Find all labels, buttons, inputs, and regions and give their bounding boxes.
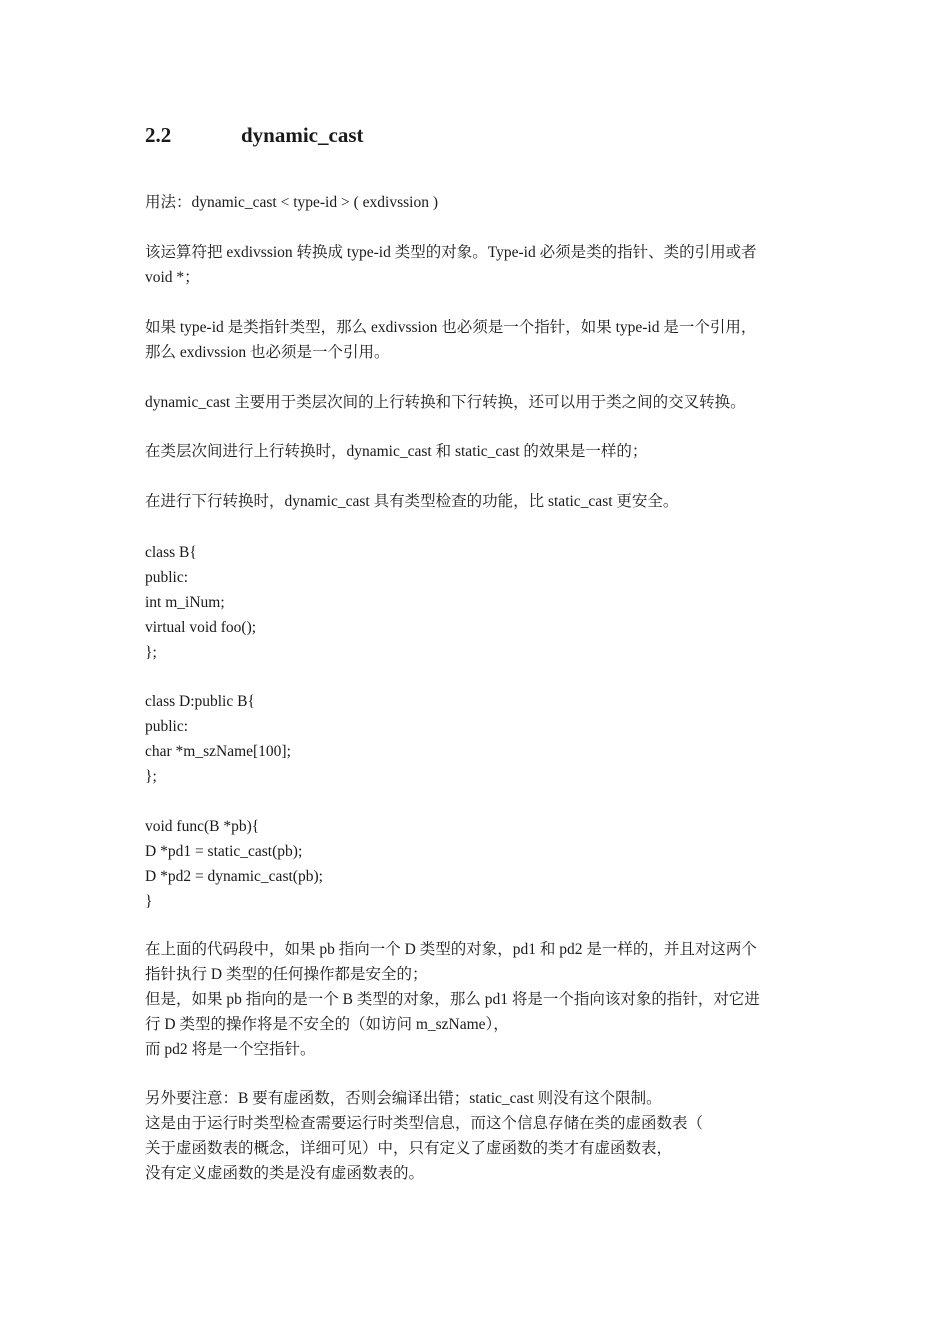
code-line: int m_iNum; [145, 594, 225, 611]
code-line: }; [145, 768, 157, 785]
paragraph-line: 行 D 类型的操作将是不安全的（如访问 m_szName）， [145, 1016, 509, 1033]
section-heading [145, 121, 364, 149]
paragraph-line: 在类层次间进行上行转换时，dynamic_cast 和 static_cast 的效果是一样的； [145, 443, 648, 460]
paragraph-line: 指针执行 D 类型的任何操作都是安全的； [145, 966, 428, 983]
code-line: }; [145, 644, 157, 661]
code-line: public: [145, 718, 189, 735]
code-line: public: [145, 569, 189, 586]
section-number: 2.2 [145, 123, 172, 147]
code-line: class B{ [145, 544, 197, 561]
paragraph-line: 关于虚函数表的概念，详细可见）中，只有定义了虚函数的类才有虚函数表， [145, 1140, 673, 1157]
paragraph-line: 在进行下行转换时，dynamic_cast 具有类型检查的功能，比 static_cast 更安全。 [145, 493, 679, 510]
code-line: D *pd1 = static_cast(pb); [145, 843, 303, 860]
paragraph-line: 该运算符把 exdivssion 转换成 type-id 类型的对象。Type-id 必须是类的指针、类的引用或者 [145, 244, 757, 261]
usage-line: 用法：dynamic_cast < type-id > ( exdivssion ) [145, 194, 438, 211]
code-line: void func(B *pb){ [145, 818, 260, 835]
code-line: } [145, 893, 153, 910]
paragraph-line: 而 pd2 将是一个空指针。 [145, 1041, 316, 1058]
paragraph-line: 在上面的代码段中，如果 pb 指向一个 D 类型的对象，pd1 和 pd2 是一样的，并且对这两个 [145, 941, 757, 958]
paragraph-line: 另外要注意：B 要有虚函数，否则会编译出错；static_cast 则没有这个限制。 [145, 1090, 662, 1107]
code-line: class D:public B{ [145, 693, 255, 710]
paragraph-line: dynamic_cast 主要用于类层次间的上行转换和下行转换，还可以用于类之间的交叉转换。 [145, 394, 746, 411]
paragraph-line: 没有定义虚函数的类是没有虚函数表的。 [145, 1165, 425, 1182]
paragraph-line: void *； [145, 269, 200, 286]
code-line: D *pd2 = dynamic_cast(pb); [145, 868, 323, 885]
paragraph-line: 这是由于运行时类型检查需要运行时类型信息，而这个信息存储在类的虚函数表（ [145, 1115, 704, 1132]
code-line: char *m_szName[100]; [145, 743, 291, 760]
paragraph-line: 但是，如果 pb 指向的是一个 B 类型的对象，那么 pd1 将是一个指向该对象的指针，对它进 [145, 991, 760, 1008]
paragraph-line: 那么 exdivssion 也必须是一个引用。 [145, 344, 390, 361]
section-title: dynamic_cast [241, 123, 364, 147]
paragraph-line: 如果 type-id 是类指针类型，那么 exdivssion 也必须是一个指针，如果 type-id 是一个引用， [145, 319, 757, 336]
code-line: virtual void foo(); [145, 619, 257, 636]
